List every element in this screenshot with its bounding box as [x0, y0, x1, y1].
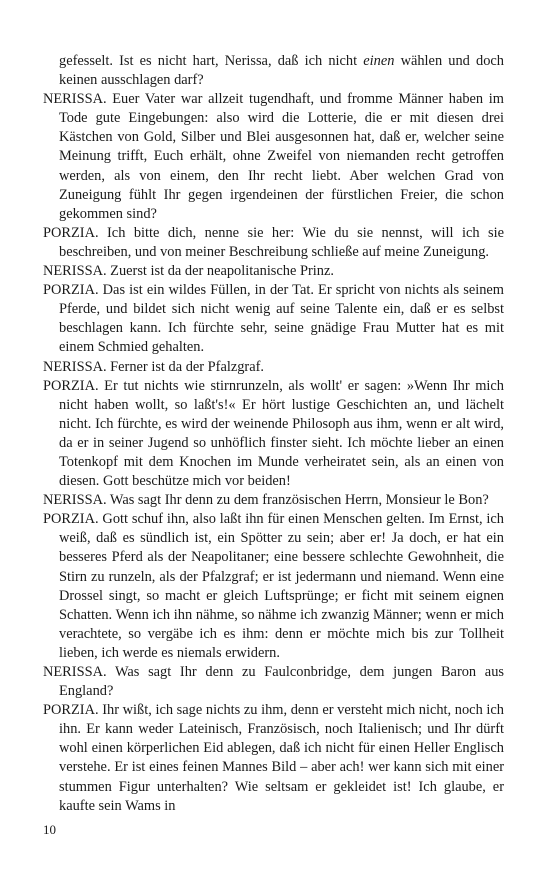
text-run: PORZIA. Ich bitte dich, nenne sie her: Wie du sie nennst, will ich sie beschreiben, und von meiner Beschreibung schließe auf meine Zuneigung.: [43, 224, 504, 260]
text-run: NERISSA. Euer Vater war allzeit tugendhaft, und fromme Männer haben im Tode gute Eingebungen: also wird die Lotterie, die er mit diesen drei Kästchen von Gold, Silber und Blei ausgesonnen hat, daß er, welcher seine Meinung trifft, Euch erhält, ohne Zweifel von niemanden recht getroffen werden, als von einem, den Ihr recht liebt. Aber welchen Grad von Zuneigung fühlt Ihr gegen irgendeinen der fürstlichen Freier, die schon gekommen sind?: [43, 91, 504, 222]
speech-paragraph: [43, 262, 504, 281]
text-run: PORZIA. Gott schuf ihn, also laßt ihn für einen Menschen gelten. Im Ernst, ich weiß, daß es sündlich ist, ein Spötter zu sein; aber er! Ja doch, er hat ein besseres Pferd als der Neapolitaner; eine bessere schlechte Gewohnheit, die Stirn zu runzeln, als der Pfalzgraf; er ist jedermann und niemand. Wenn eine Drossel singt, so macht er gleich Luftsprünge; er ficht mit seinem eignen Schatten. Wenn ich ihn nähme, so nähme ich zwanzig Männer; wenn er mich verachtete, so vergäbe ich es ihm: denn er möchte mich bis zur Tollheit lieben, ich werde es niemals erwidern.: [43, 511, 504, 661]
emphasis-text: einen: [363, 53, 395, 69]
text-run: PORZIA. Ihr wißt, ich sage nichts zu ihm, denn er versteht mich nicht, noch ich ihn. Er kann weder Lateinisch, Französisch, noch Italienisch; und Ihr dürft wohl einen körperlichen Eid ablegen, daß ich nicht für einen Heller Englisch verstehe. Er ist eines feinen Mannes Bild – aber ach! wer kann sich mit einer stummen Figur unterhalten? Wie seltsam er gekleidet ist! Ich glaube, er kaufte sein Wams in: [43, 702, 504, 814]
speech-paragraph: [43, 491, 504, 510]
text-run: NERISSA. Was sagt Ihr denn zu dem französischen Herrn, Monsieur le Bon?: [43, 492, 489, 509]
speech-paragraph: [43, 510, 504, 663]
text-run: NERISSA. Was sagt Ihr denn zu Faulconbridge, dem jungen Baron aus England?: [43, 664, 504, 700]
text-run: gefesselt. Ist es nicht hart, Nerissa, daß ich nicht: [59, 53, 364, 69]
speech-paragraph: [43, 663, 504, 701]
text-run: NERISSA. Ferner ist da der Pfalzgraf.: [43, 358, 265, 375]
text-run: PORZIA. Das ist ein wildes Füllen, in der Tat. Er spricht von nichts als seinem Pferde, und bildet sich nicht wenig auf seine Talente ein, daß er es selbst beschlagen kann. Ich fürchte sehr, seine gnädige Frau Mutter hat es mit einem Schmied gehalten.: [43, 282, 504, 356]
speech-paragraph: [43, 224, 504, 262]
speech-paragraph: [43, 358, 504, 377]
speech-paragraph: [43, 701, 504, 816]
text-run: PORZIA. Er tut nichts wie stirnrunzeln, als wollt' er sagen: »Wenn Ihr mich nicht haben wollt, so laßt's!« Er hört lustige Geschichten an, und lächelt nicht. Ich fürchte, es wird der weinende Philosoph aus ihm, wenn er alt wird, da er in seiner Jugend so unhöflich finster sieht. Ich möchte lieber an einen Totenkopf mit dem Knochen im Munde verheiratet sein, als an einen von diesen. Gott beschütze mich vor beiden!: [43, 377, 504, 490]
speech-paragraph: [43, 281, 504, 357]
text-run: NERISSA. Zuerst ist da der neapolitanische Prinz.: [43, 263, 334, 280]
continued-paragraph: [43, 52, 504, 90]
page-number: 10: [43, 822, 56, 837]
page-body: [43, 52, 504, 816]
text-run: wählen und doch keinen ausschlagen darf?: [59, 53, 504, 89]
speech-paragraph: [43, 377, 504, 492]
speech-paragraph: [43, 90, 504, 224]
